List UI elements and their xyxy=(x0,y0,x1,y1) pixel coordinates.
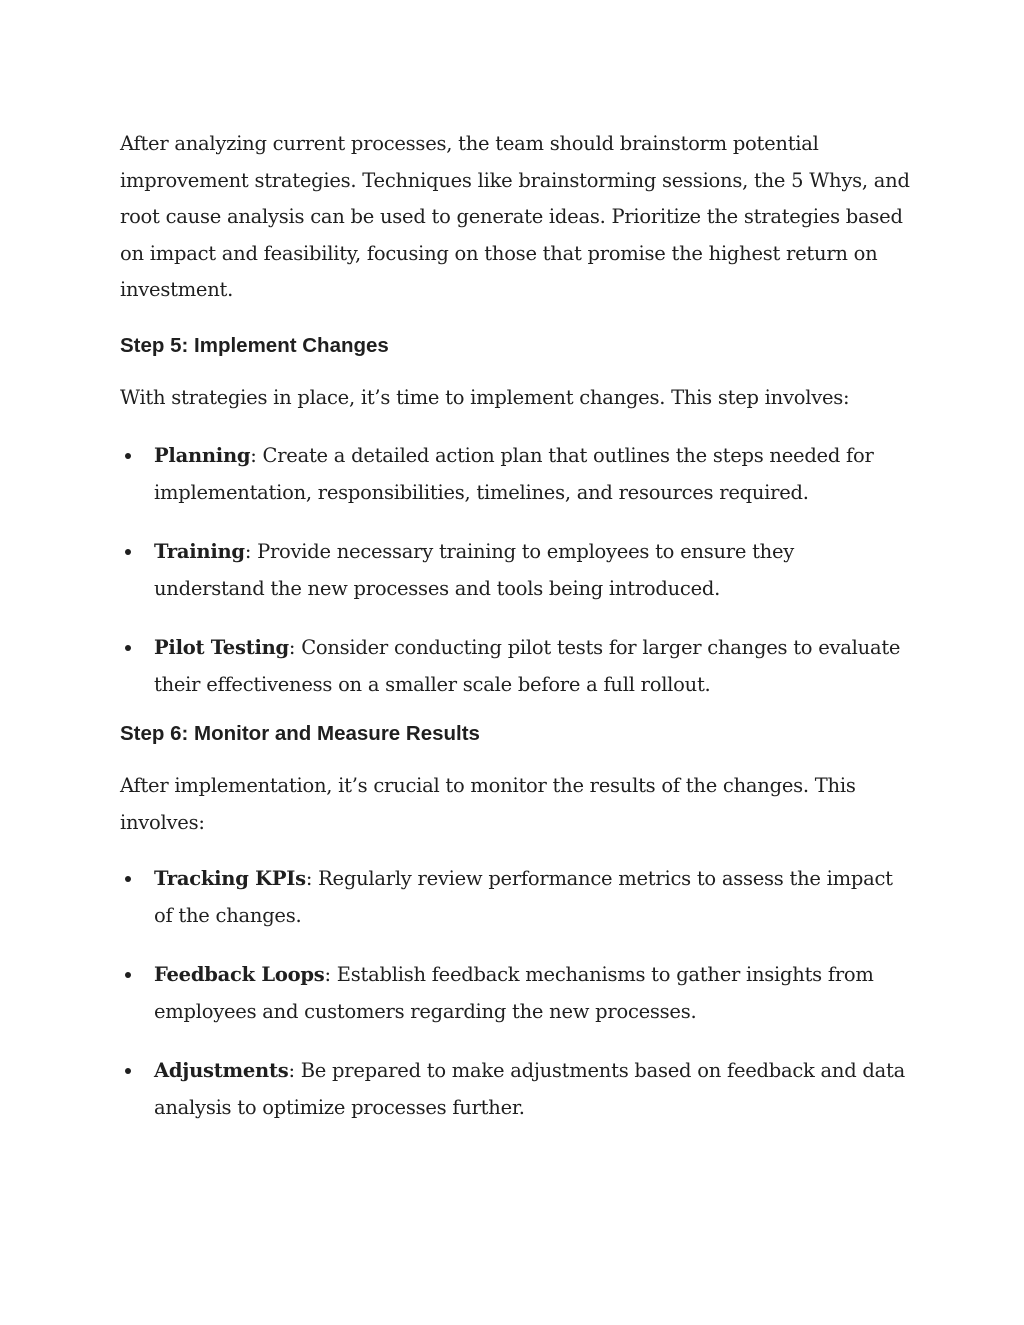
list-item xyxy=(120,438,910,511)
item-text: : Be prepared to make adjustments based on feedback and data analysis to optimize processes further. xyxy=(154,1059,905,1119)
item-term: Pilot Testing xyxy=(154,636,289,659)
list-item xyxy=(120,1053,910,1126)
item-text: : Establish feedback mechanisms to gather insights from employees and customers regarding the new processes. xyxy=(154,963,874,1023)
step6-list xyxy=(120,861,910,1126)
list-item xyxy=(120,861,910,934)
bullet-icon xyxy=(125,549,131,555)
bullet-icon xyxy=(125,645,131,651)
bullet-icon xyxy=(125,972,131,978)
item-term: Adjustments xyxy=(154,1059,289,1082)
intro-paragraph: After analyzing current processes, the team should brainstorm potential improvement strategies. Techniques like brainstorming sessions, the 5 Whys, and root cause analysis can be used to generate ideas. Prioritize the strategies based on impact and feasibility, focusing on those that promise the highest return on investment. xyxy=(120,132,910,301)
document-page xyxy=(120,126,910,1149)
list-item xyxy=(120,630,910,703)
item-text: : Regularly review performance metrics to assess the impact of the changes. xyxy=(154,867,893,927)
bullet-icon xyxy=(125,876,131,882)
list-item xyxy=(120,957,910,1030)
step6-heading: Step 6: Monitor and Measure Results xyxy=(120,722,480,745)
step5-list xyxy=(120,438,910,703)
item-term: Feedback Loops xyxy=(154,963,325,986)
step6-lead: After implementation, it’s crucial to monitor the results of the changes. This involves: xyxy=(120,774,856,834)
item-term: Planning xyxy=(154,444,251,467)
item-term: Tracking KPIs xyxy=(154,867,306,890)
step5-heading: Step 5: Implement Changes xyxy=(120,333,389,357)
bullet-icon xyxy=(125,1068,131,1074)
step5-lead: With strategies in place, it’s time to implement changes. This step involves: xyxy=(120,385,850,409)
item-term: Training xyxy=(154,540,245,563)
item-text: : Create a detailed action plan that outlines the steps needed for implementation, responsibilities, timelines, and resources required. xyxy=(154,444,874,504)
step6-section xyxy=(120,721,910,1126)
step5-section xyxy=(120,333,910,704)
item-text: : Provide necessary training to employees to ensure they understand the new processes and tools being introduced. xyxy=(154,540,795,600)
item-text: : Consider conducting pilot tests for larger changes to evaluate their effectiveness on a smaller scale before a full rollout. xyxy=(154,636,901,696)
list-item xyxy=(120,534,910,607)
bullet-icon xyxy=(125,453,131,459)
